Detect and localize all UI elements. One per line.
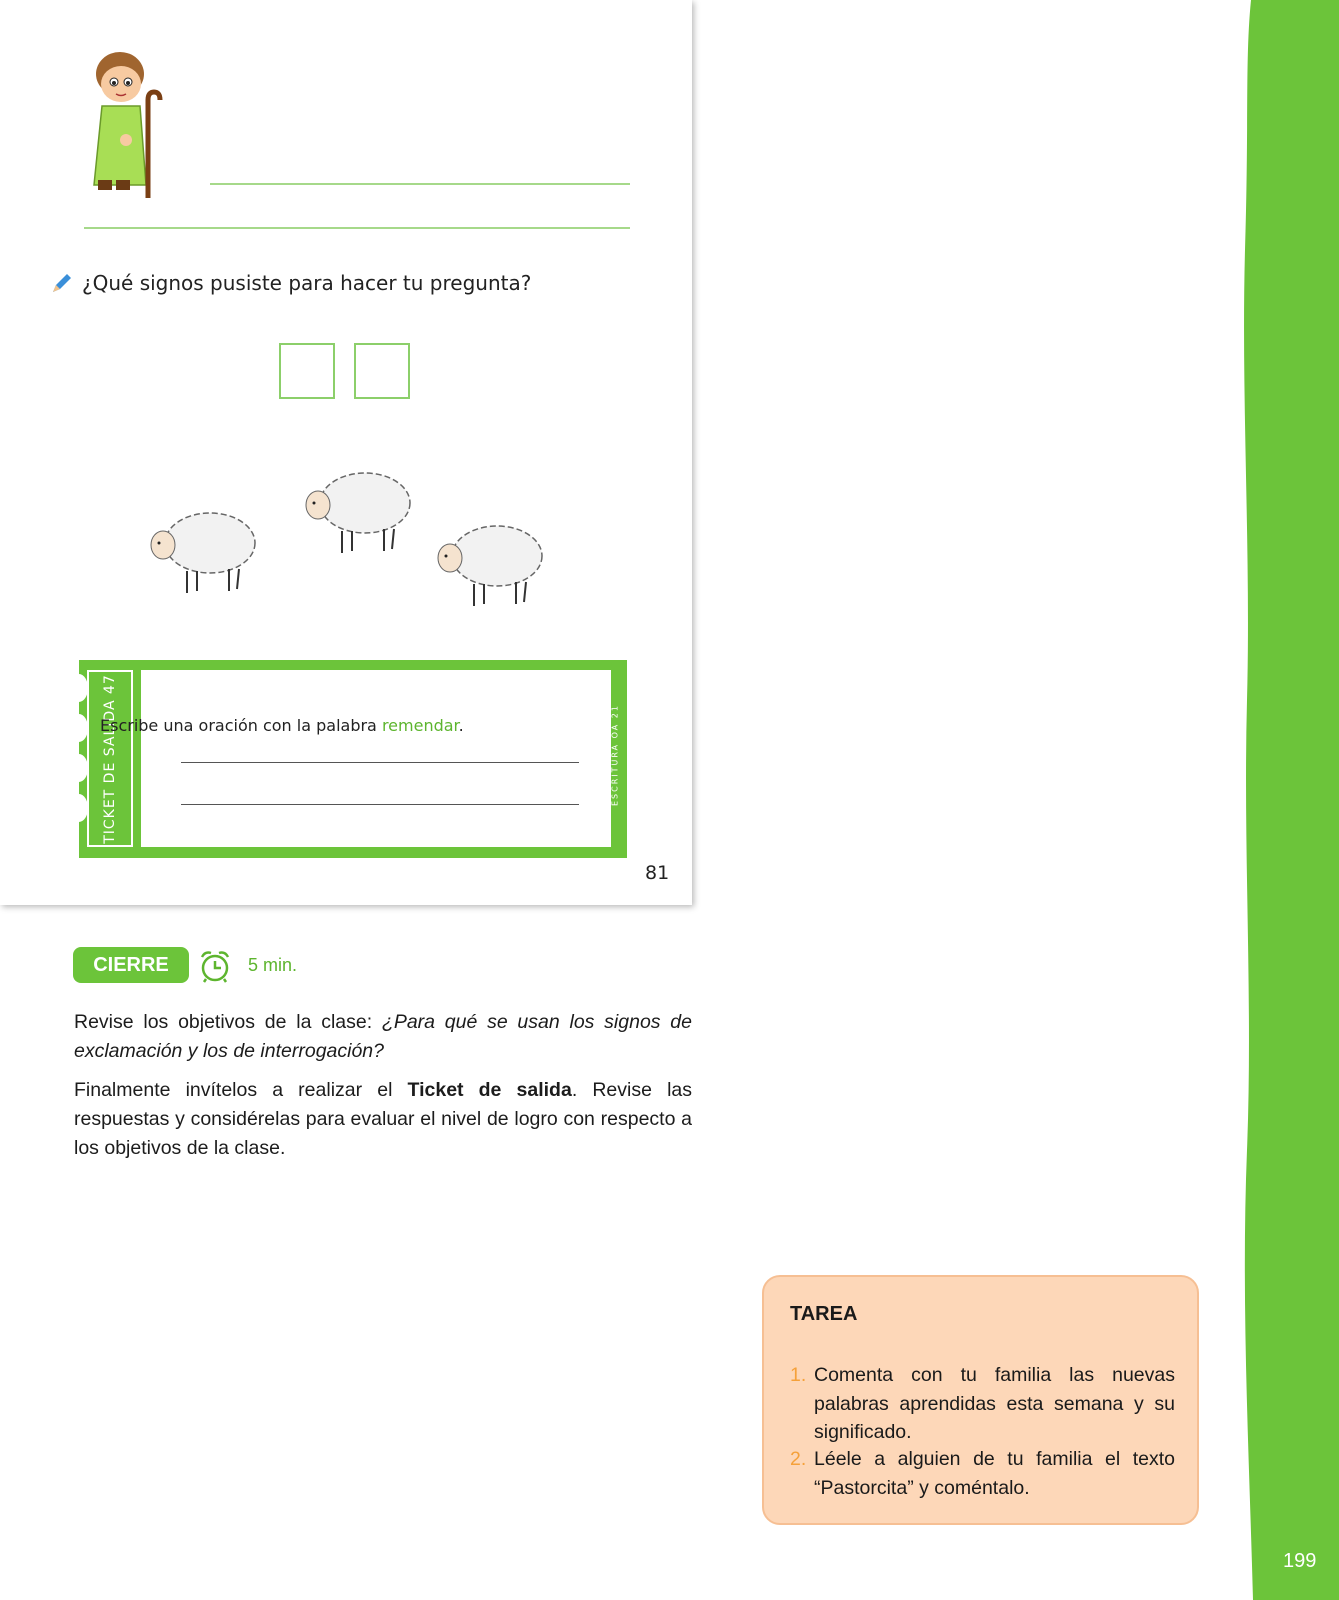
answer-line [84, 227, 630, 229]
homework-title: TAREA [790, 1303, 858, 1325]
workbook-page [0, 0, 692, 905]
homework-box [762, 1275, 1199, 1525]
ticket-stub-label: TICKET DE SALIDA 47 [102, 673, 118, 844]
answer-line [181, 762, 579, 763]
decorative-green-band [1239, 0, 1339, 1600]
item-number: 1. [790, 1364, 807, 1386]
ticket-stub [87, 670, 133, 847]
answer-line [181, 804, 579, 805]
shepherd-illustration [82, 40, 172, 200]
cierre-badge: CIERRE [73, 947, 189, 983]
sheep-illustration [300, 465, 420, 560]
ticket-side-label: ESCRITURA OA 21 [610, 704, 620, 806]
alarm-clock-icon [197, 948, 233, 984]
cierre-paragraph-2 [74, 1076, 692, 1163]
item-text: Léele a alguien de tu familia el texto “Pastorcita” y coméntalo. [814, 1448, 1175, 1499]
paragraph-text: . Revise las respuestas y considérelas para evaluar el nivel de logro con respecto a los objetivos de la clase. [74, 1079, 692, 1159]
time-label: 5 min. [248, 955, 298, 975]
workbook-page-number: 81 [645, 862, 670, 884]
answer-box-1[interactable] [279, 343, 335, 399]
homework-item [790, 1445, 1175, 1502]
ticket-prompt-end: . [458, 716, 464, 735]
page-number: 199 [1283, 1550, 1317, 1572]
pencil-icon [50, 271, 74, 295]
sheep-illustration [145, 505, 265, 600]
objective-question: ¿Para qué se usan los signos de exclamación y los de interrogación? [74, 1011, 692, 1062]
cierre-paragraph-1 [74, 1008, 692, 1066]
item-number: 2. [790, 1448, 807, 1470]
answer-line [210, 183, 630, 185]
ticket-reference: Ticket de salida [407, 1079, 572, 1101]
ticket-answer-area[interactable] [141, 670, 611, 847]
question-text: ¿Qué signos pusiste para hacer tu pregunta? [82, 271, 532, 295]
homework-item [790, 1361, 1175, 1447]
question-row [50, 271, 531, 295]
item-text: Comenta con tu familia las nuevas palabras aprendidas esta semana y su significado. [814, 1364, 1175, 1443]
exit-ticket [79, 660, 627, 858]
answer-box-2[interactable] [354, 343, 410, 399]
ticket-prompt [100, 716, 464, 735]
sheep-illustration [432, 518, 552, 613]
ticket-prompt-text: Escribe una oración con la palabra [100, 716, 382, 735]
ticket-keyword: remendar [381, 716, 459, 735]
paragraph-text: Revise los objetivos de la clase: [74, 1011, 382, 1033]
paragraph-text: Finalmente invítelos a realizar el [74, 1079, 408, 1101]
